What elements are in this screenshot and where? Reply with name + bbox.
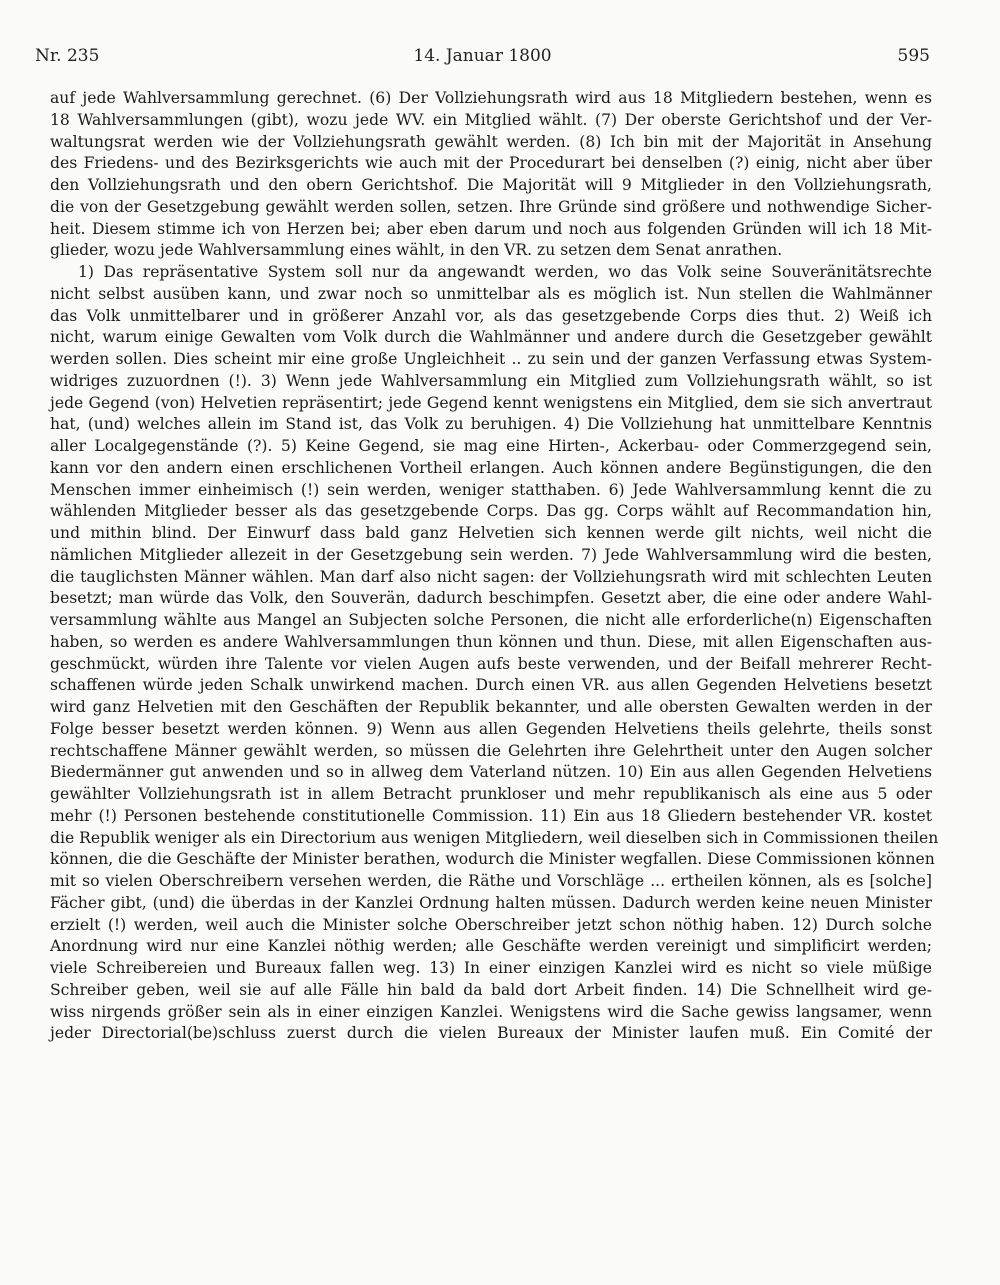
text-line: werden sollen. Dies scheint mir eine große Ungleichheit .. zu sein und der ganzen Verfassung etwas System-	[50, 350, 932, 368]
text-line: 18 Wahlversammlungen (gibt), wozu jede WV. ein Mitglied wählt. (7) Der oberste Gerichtshof und der Ver-	[50, 110, 932, 129]
text-line: waltungsrat werden wie der Vollziehungsrath gewählt werden. (8) Ich bin mit der Majorität in Ansehung	[50, 132, 932, 151]
text-line: jede Gegend (von) Helvetien repräsentirt; jede Gegend kennt wenigstens ein Mitglied, dem sie sich anvertraut	[50, 393, 932, 412]
text-line: viele Schreibereien und Bureaux fallen weg. 13) In einer einzigen Kanzlei wird es nicht so viele müßige	[50, 959, 932, 977]
text-line: Biedermänner gut anwenden und so in allweg dem Vaterland nützen. 10) Ein aus allen Gegenden Helvetiens	[50, 763, 932, 782]
text-line: gewählter Vollziehungsrath ist in allem Betracht prunkloser und mehr republikanisch als eine aus 5 oder	[50, 785, 932, 803]
text-line: mehr (!) Personen bestehende constitutionelle Commission. 11) Ein aus 18 Gliedern bestehender VR. kostet	[50, 806, 932, 825]
document-number: Nr. 235	[35, 46, 100, 66]
text-line: haben, so werden es andere Wahlversammlungen thun können und thun. Diese, mit allen Eigenschaften aus-	[50, 632, 932, 651]
text-line: Anordnung wird nur eine Kanzlei nöthig werden; alle Geschäfte werden vereinigt und simplificirt werden;	[50, 937, 932, 956]
text-line: 1) Das repräsentative System soll nur da angewandt werden, wo das Volk seine Souveränitätsrechte	[78, 263, 932, 281]
text-line: schaffenen würde jeden Schalk unwirkend machen. Durch einen VR. aus allen Gegenden Helvetiens besetzt	[50, 676, 932, 695]
text-line: rechtschaffene Männer gewählt werden, so müssen die Gelehrten ihre Gelehrtheit unter den Augen solcher	[50, 741, 932, 760]
body-text	[50, 88, 939, 1045]
text-line: widriges zuzuordnen (!). 3) Wenn jede Wahlversammlung ein Mitglied zum Vollziehungsrath wählt, so ist	[50, 371, 932, 390]
text-line: erzielt (!) werden, weil auch die Minister solche Oberschreiber jetzt schon nöthig haben. 12) Durch solche	[50, 915, 932, 934]
text-line: aller Localgegenstände (?). 5) Keine Gegend, sie mag eine Hirten-, Ackerbau- oder Commerzgegend sein,	[50, 437, 932, 455]
text-line: die von der Gesetzgebung gewählt werden sollen, setzen. Ihre Gründe sind größere und nothwendige Sicher-	[50, 197, 932, 216]
text-line: nicht, warum einige Gewalten vom Volk durch die Wahlmänner und andere durch die Gesetzgeber gewählt	[50, 328, 932, 347]
text-line: können, die die Geschäfte der Minister berathen, wodurch die Minister wegfallen. Diese Commissionen können	[50, 850, 935, 869]
document-date: 14. Januar 1800	[413, 46, 552, 66]
page-number: 595	[897, 46, 930, 66]
text-line: kann vor den andern einen erschlichenen Vortheil erlangen. Auch können andere Begünstigungen, die den	[50, 458, 932, 477]
text-line: besetzt; man würde das Volk, den Souverän, dadurch beschimpfen. Gesetzt aber, die eine oder andere Wahl-	[50, 589, 932, 608]
text-line: Fächer gibt, (und) die überdas in der Kanzlei Ordnung halten müssen. Dadurch werden keine neuen Minister	[50, 893, 932, 912]
text-line: und mithin blind. Der Einwurf dass bald ganz Helvetien sich kennen werde gilt nichts, weil nicht die	[50, 524, 932, 542]
text-line: heit. Diesem stimme ich von Herzen bei; aber eben darum und noch aus folgenden Gründen will ich 18 Mit-	[50, 219, 932, 238]
text-line: die tauglichsten Männer wählen. Man darf also nicht sagen: der Vollziehungsrath wird mit schlechten Leuten	[50, 567, 932, 586]
text-line: Menschen immer einheimisch (!) sein werden, weniger statthaben. 6) Jede Wahlversammlung kennt die zu	[50, 480, 932, 499]
text-line: Schreiber geben, weil sie auf alle Fälle hin bald da bald dort Arbeit finden. 14) Die Schnellheit wird ge-	[50, 980, 932, 999]
text-line: wählenden Mitglieder besser als das gesetzgebende Corps. Das gg. Corps wählt auf Recommandation hin,	[50, 502, 932, 521]
text-line: den Vollziehungsrath und den obern Gerichtshof. Die Majorität will 9 Mitglieder in den Vollziehungsrath,	[50, 176, 932, 194]
text-line: die Republik weniger als ein Directorium aus wenigen Mitgliedern, weil dieselben sich in Commissionen theilen	[50, 828, 939, 847]
page-header	[35, 46, 930, 76]
text-line: nämlichen Mitglieder allezeit in der Gesetzgebung sein werden. 7) Jede Wahlversammlung wird die besten,	[50, 545, 932, 564]
text-line: glieder, wozu jede Wahlversammlung eines wählt, in den VR. zu setzen dem Senat anrathen.	[50, 241, 783, 260]
text-line: auf jede Wahlversammlung gerechnet. (6) Der Vollziehungsrath wird aus 18 Mitgliedern bestehen, wenn es	[50, 89, 932, 107]
text-line: wiss nirgends größer sein als in einer einzigen Kanzlei. Wenigstens wird die Sache gewiss langsamer, wenn	[50, 1002, 932, 1021]
text-line: mit so vielen Oberschreibern versehen werden, die Räthe und Vorschläge ... ertheilen können, als es [solche]	[50, 872, 932, 890]
text-line: wird ganz Helvetien mit den Geschäften der Republik bekannter, und alle obersten Gewalten werden in der	[50, 698, 932, 716]
text-line: das Volk unmittelbarer und in größerer Anzahl vor, als das gesetzgebende Corps dies thut. 2) Weiß ich	[50, 306, 932, 325]
text-line: hat, (und) welches allein im Stand ist, das Volk zu beruhigen. 4) Die Vollziehung hat unmittelbare Kenntnis	[50, 415, 932, 434]
text-line: des Friedens- und des Bezirksgerichts wie auch mit der Procedurart bei denselben (?) einig, nicht aber über	[50, 154, 932, 173]
text-line: geschmückt, würden ihre Talente vor vielen Augen aufs beste verwenden, und der Beifall mehrerer Recht-	[50, 654, 932, 673]
text-line: versammlung wählte aus Mangel an Subjecten solche Personen, die nicht alle erforderliche(n) Eigenschaften	[50, 611, 932, 629]
text-line: jeder Directorial(be)schluss zuerst durch die vielen Bureaux der Minister laufen muß. Ein Comité der	[50, 1024, 932, 1043]
text-line: Folge besser besetzt werden können. 9) Wenn aus allen Gegenden Helvetiens theils gelehrte, theils sonst	[50, 719, 932, 738]
text-line: nicht selbst ausüben kann, und zwar noch so unmittelbar als es möglich ist. Nun stellen die Wahlmänner	[50, 284, 932, 303]
